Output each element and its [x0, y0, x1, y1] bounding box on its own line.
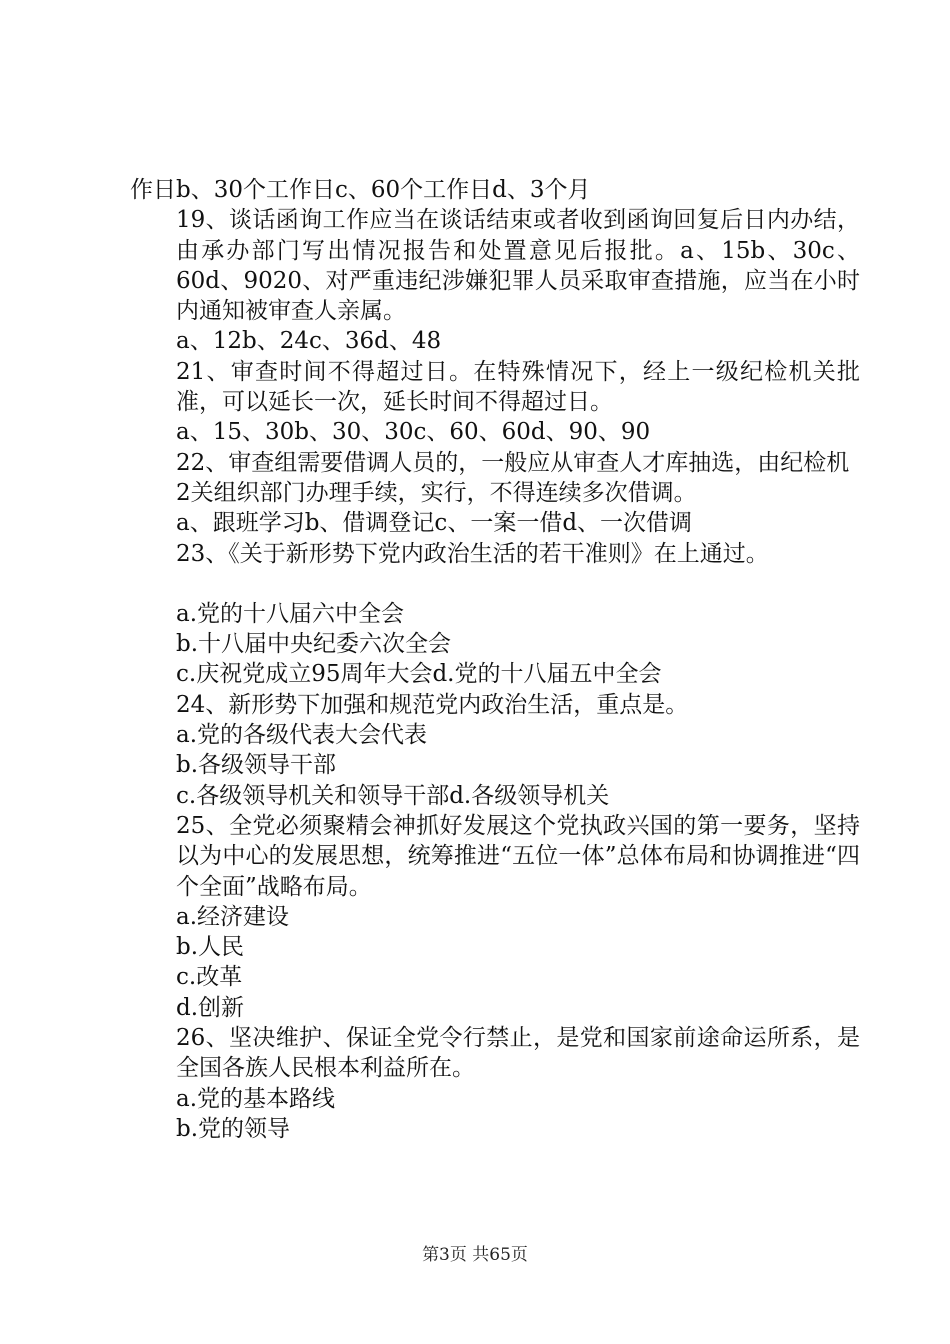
- question-21: 21、审查时间不得超过日。在特殊情况下，经上一级纪检机关批准，可以延长一次，延长时间不得超过日。: [176, 358, 860, 416]
- options-21: a、15、30b、30、30c、60、60d、90、90: [176, 419, 651, 446]
- option-25-a: a.经济建设: [176, 903, 290, 930]
- question-23: 23、《关于新形势下党内政治生活的若干准则》在上通过。: [176, 540, 769, 567]
- question-25: 25、全党必须聚精会神抓好发展这个党执政兴国的第一要务，坚持以为中心的发展思想，统筹推进“五位一体”总体布局和协调推进“四个全面”战略布局。: [176, 812, 860, 900]
- question-19: 19、谈话函询工作应当在谈话结束或者收到函询回复后日内办结，由承办部门写出情况报告和处置意见后报批。a、15b、30c、60d、9020、对严重违纪涉嫌犯罪人员采取审查措施，应当在小时内通知被审查人亲属。: [176, 207, 860, 325]
- option-24-b: b.各级领导干部: [176, 752, 337, 779]
- option-24-cd: c.各级领导机关和领导干部d.各级领导机关: [176, 782, 610, 809]
- option-24-a: a.党的各级代表大会代表: [176, 722, 428, 749]
- option-26-b: b.党的领导: [176, 1115, 291, 1142]
- option-23-a: a.党的十八届六中全会: [176, 600, 405, 627]
- question-22: 22、审查组需要借调人员的，一般应从审查人才库抽选，由纪检机: [176, 449, 850, 476]
- options-22: a、跟班学习b、借调登记c、一案一借d、一次借调: [176, 510, 693, 537]
- option-23-b: b.十八届中央纪委六次全会: [176, 631, 452, 658]
- question-22-cont: 2关组织部门办理手续，实行，不得连续多次借调。: [176, 479, 697, 506]
- option-25-c: c.改革: [176, 964, 243, 991]
- question-26: 26、坚决维护、保证全党令行禁止，是党和国家前途命运所系，是全国各族人民根本利益所在。: [176, 1025, 860, 1082]
- document-body: [130, 175, 860, 1144]
- option-25-b: b.人民: [176, 934, 245, 961]
- page-footer: 第3页 共65页: [422, 1245, 528, 1265]
- option-26-a: a.党的基本路线: [176, 1085, 336, 1112]
- options-20: a、12b、24c、36d、48: [176, 328, 442, 355]
- text-line: 作日b、30个工作日c、60个工作日d、3个月: [130, 177, 591, 203]
- option-23-cd: c.庆祝党成立95周年大会d.党的十八届五中全会: [176, 661, 662, 688]
- option-25-d: d.创新: [176, 994, 245, 1021]
- blank-line: [130, 569, 860, 599]
- question-24: 24、新形势下加强和规范党内政治生活，重点是。: [176, 691, 689, 718]
